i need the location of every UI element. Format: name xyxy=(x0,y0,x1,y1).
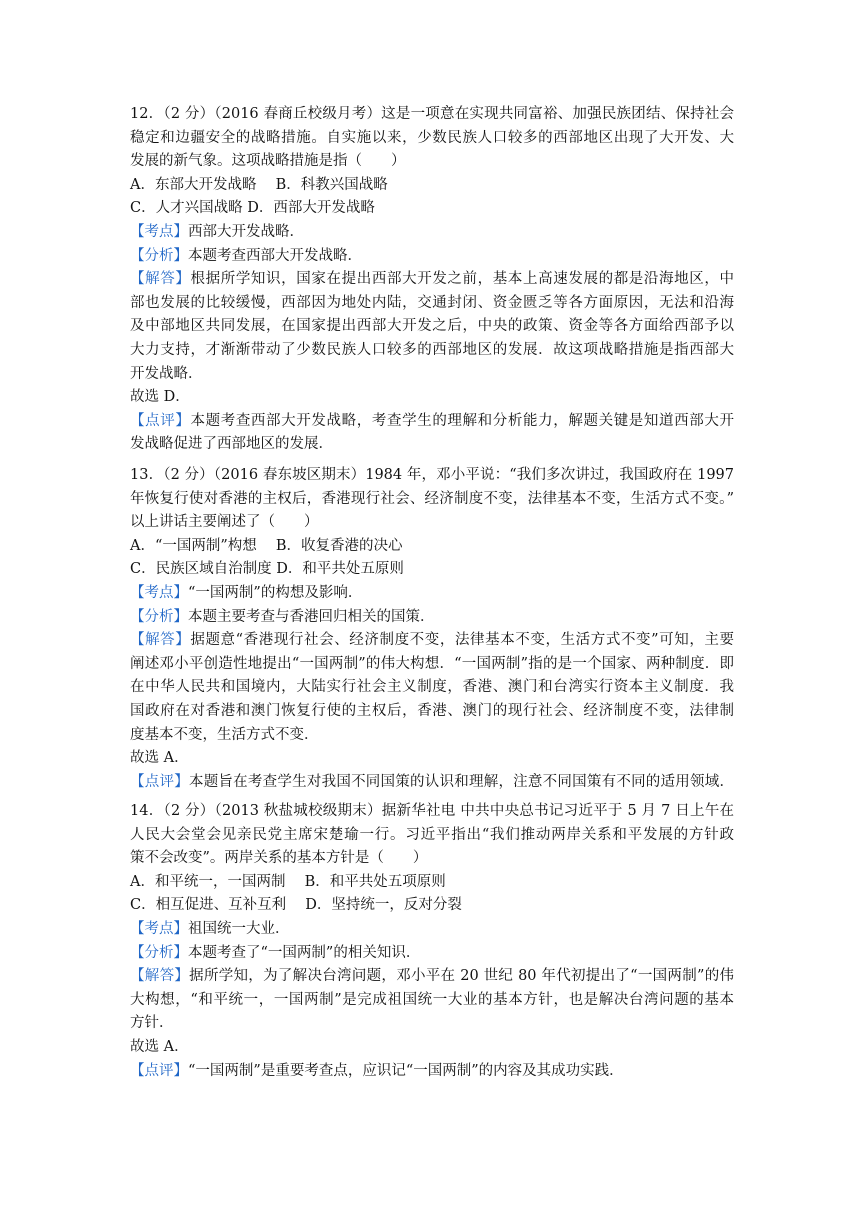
option-line: A．“一国两制”构想 B．收复香港的决心 xyxy=(130,537,403,554)
question-stem-line: 策不会改变”。两岸关系的基本方针是（ ） xyxy=(130,850,428,867)
kaodian-tag: 【考点】 xyxy=(130,223,188,240)
fenxi-text: 本题主要考查与香港回归相关的国策． xyxy=(188,608,435,625)
dianping-tag: 【点评】 xyxy=(130,1062,188,1079)
question-stem-line: 发展的新气象。这项战略措施是指（ ） xyxy=(130,153,406,170)
jieda-line: 在中华人民共和国境内，大陆实行社会主义制度，香港、澳门和台湾实行资本主义制度．我 xyxy=(130,679,734,696)
question-stem-line: 12．（2 分）（2016 春商丘校级月考）这是一项意在实现共同富裕、加强民族团结、保持社会 xyxy=(130,106,734,122)
question-stem-line: 14．（2 分）（2013 秋盐城校级期末）据新华社电 中共中央总书记习近平于 5 月 7 日上午在 xyxy=(130,803,734,819)
jieda-tag: 【解答】 xyxy=(130,271,191,288)
question-stem-line: 稳定和边疆安全的战略措施。自实施以来，少数民族人口较多的西部地区出现了大开发、大 xyxy=(130,129,734,146)
kaodian-text: “一国两制”的构想及影响． xyxy=(188,584,363,601)
jieda-tag: 【解答】 xyxy=(130,968,190,985)
answer-line: 故选 D． xyxy=(130,389,190,406)
jieda-line: 开发战略． xyxy=(130,365,203,382)
question-14 xyxy=(130,800,734,1083)
jieda-line: 度基本不变，生活方式不变． xyxy=(130,726,319,743)
dianping-line xyxy=(130,1060,734,1084)
kaodian-text: 祖国统一大业． xyxy=(188,920,290,937)
jieda-tag: 【解答】 xyxy=(130,632,191,649)
dianping-text: 本题旨在考查学生对我国不同国策的认识和理解，注意不同国策有不同的适用领域． xyxy=(188,773,734,790)
option-line: C．民族区域自治制度 D．和平共处五原则 xyxy=(130,561,404,578)
jieda-text: 根据所学知识，国家在提出西部大开发之前，基本上高速发展的都是沿海地区，中 xyxy=(190,271,735,288)
question-12 xyxy=(130,103,734,457)
jieda-text: 据所学知，为了解决台湾问题，邓小平在 20 世纪 80 年代初提出了“一国两制”的伟 xyxy=(189,968,734,985)
dianping-text: “一国两制”是重要考查点，应识记“一国两制”的内容及其成功实践． xyxy=(188,1062,624,1079)
dianping-line: 发战略促进了西部地区的发展． xyxy=(130,436,333,453)
dianping-tag: 【点评】 xyxy=(130,773,189,790)
kaodian-line xyxy=(130,918,734,942)
option-line: A．和平统一，一国两制 B．和平共处五项原则 xyxy=(130,873,446,890)
option-line: C．相互促进、互补互利 D．坚持统一，反对分裂 xyxy=(130,897,462,914)
jieda-text: 据题意“香港现行社会、经济制度不变，法律基本不变，生活方式不变”可知，主要 xyxy=(190,632,735,649)
answer-line: 故选 A． xyxy=(130,750,189,767)
kaodian-line xyxy=(130,582,734,606)
jieda-line: 阐述邓小平创造性地提出“一国两制”的伟大构想．“一国两制”指的是一个国家、两种制度．即 xyxy=(130,655,734,672)
dianping-text: 本题考查西部大开发战略，考查学生的理解和分析能力，解题关键是知道西部大开 xyxy=(190,412,735,429)
question-stem-line: 年恢复行使对香港的主权后，香港现行社会、经济制度不变，法律基本不变，生活方式不变。” xyxy=(130,490,734,507)
jieda-line: 部也发展的比较缓慢，西部因为地处内陆，交通封闭、资金匮乏等各方面原因，无法和沿海 xyxy=(130,294,734,311)
fenxi-text: 本题考查西部大开发战略． xyxy=(188,247,362,264)
fenxi-text: 本题考查了“一国两制”的相关知识． xyxy=(188,944,421,961)
fenxi-tag: 【分析】 xyxy=(130,944,188,961)
dianping-line xyxy=(130,771,734,795)
question-stem-line: 13．（2 分）（2016 春东坡区期末）1984 年，邓小平说：“我们多次讲过，我国政府在 1997 xyxy=(130,467,734,483)
jieda-line: 方针． xyxy=(130,1015,174,1032)
kaodian-tag: 【考点】 xyxy=(130,584,188,601)
jieda-line xyxy=(130,965,734,989)
kaodian-tag: 【考点】 xyxy=(130,920,188,937)
option-line: A．东部大开发战略 B．科教兴国战略 xyxy=(130,176,388,193)
jieda-line xyxy=(130,629,734,653)
kaodian-line xyxy=(130,221,734,245)
dianping-tag: 【点评】 xyxy=(130,412,191,429)
dianping-line xyxy=(130,410,734,434)
option-line: C．人才兴国战略 D．西部大开发战略 xyxy=(130,200,375,217)
jieda-line: 及中部地区共同发展，在国家提出西部大开发之后，中央的政策、资金等各方面给西部予以 xyxy=(130,318,734,335)
question-stem-line: 人民大会堂会见亲民党主席宋楚瑜一行。习近平指出“我们推动两岸关系和平发展的方针政 xyxy=(130,826,734,843)
jieda-line: 大力支持，才渐渐带动了少数民族人口较多的西部地区的发展．故这项战略措施是指西部大 xyxy=(130,341,734,358)
fenxi-line xyxy=(130,942,734,966)
fenxi-tag: 【分析】 xyxy=(130,608,188,625)
fenxi-line xyxy=(130,245,734,269)
kaodian-text: 西部大开发战略． xyxy=(188,223,304,240)
fenxi-line xyxy=(130,606,734,630)
question-13 xyxy=(130,464,734,794)
jieda-line: 大构想，“和平统一，一国两制”是完成祖国统一大业的基本方针，也是解决台湾问题的基本 xyxy=(130,991,734,1008)
fenxi-tag: 【分析】 xyxy=(130,247,188,264)
jieda-line: 国政府在对香港和澳门恢复行使的主权后，香港、澳门的现行社会、经济制度不变，法律制 xyxy=(130,702,734,719)
answer-line: 故选 A． xyxy=(130,1038,189,1055)
jieda-line xyxy=(130,268,734,292)
question-stem-line: 以上讲话主要阐述了（ ） xyxy=(130,514,319,531)
